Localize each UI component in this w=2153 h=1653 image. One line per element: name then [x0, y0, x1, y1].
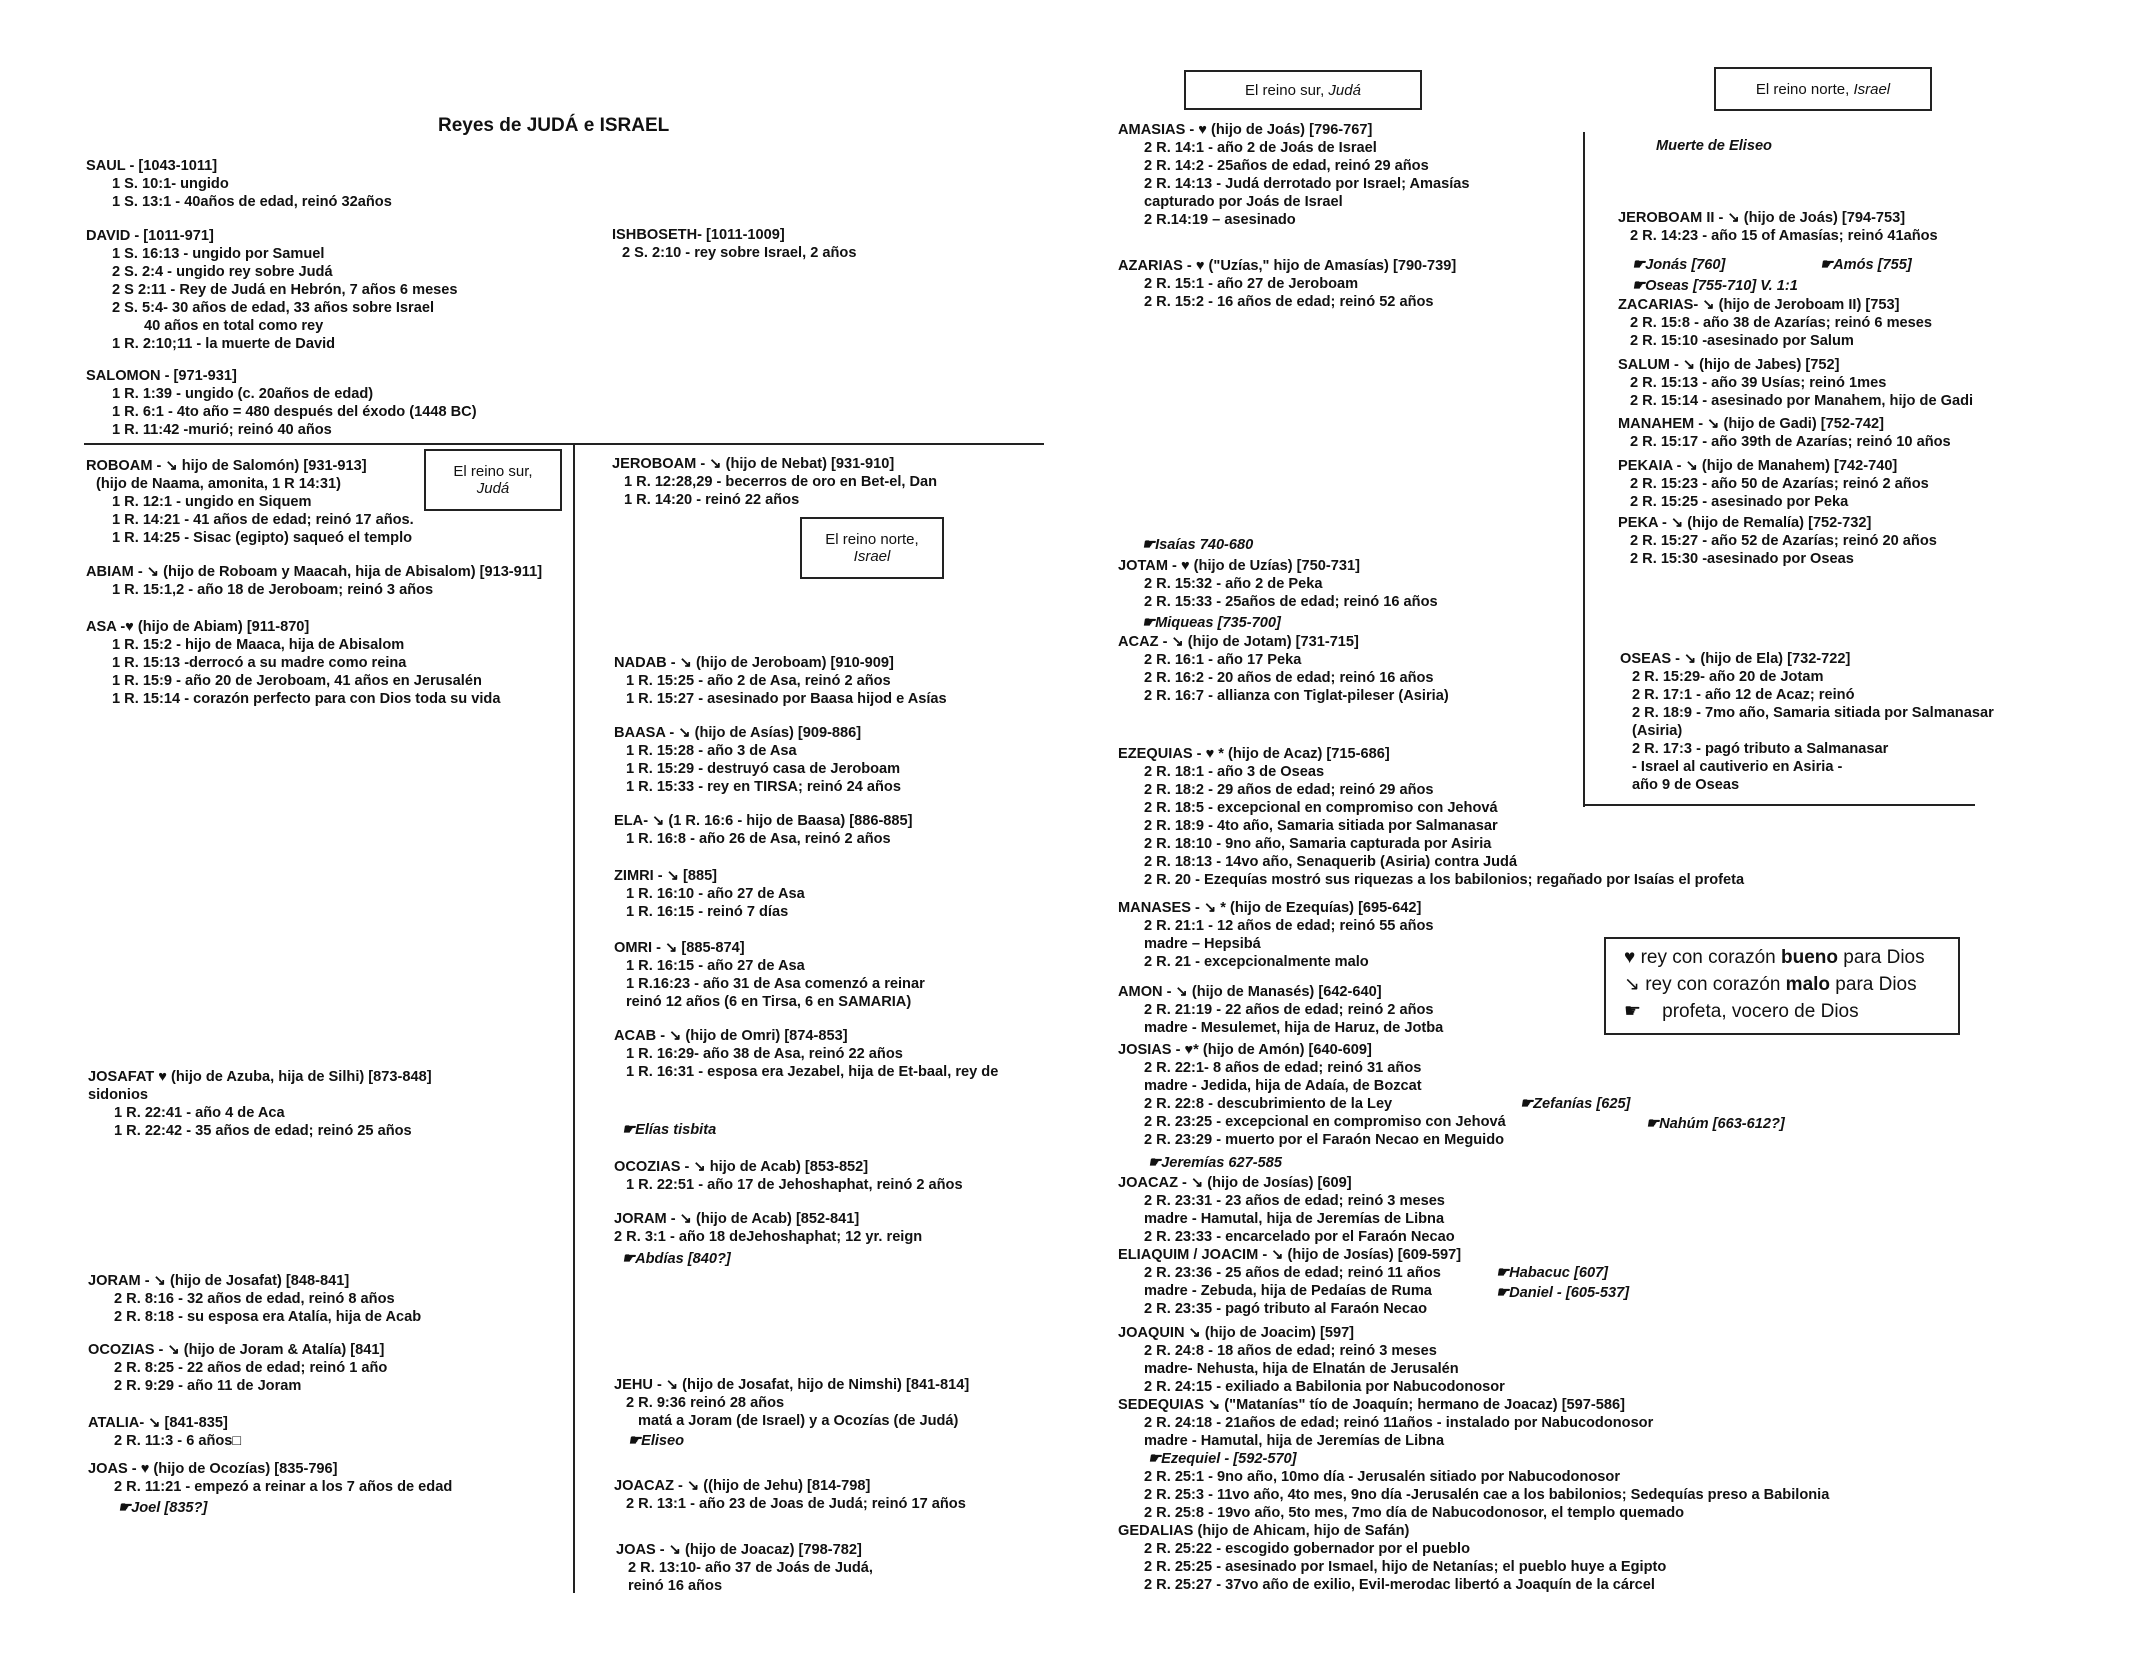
reference-line: 2 R. 15:29- año 20 de Jotam [1632, 669, 1824, 685]
king-entry-jeroboam [612, 455, 937, 509]
king-entry-jehu [614, 1376, 969, 1430]
reference-line: 1 R. 16:15 - reinó 7 días [626, 904, 789, 920]
south-kingdom-header-box [1184, 70, 1422, 110]
king-heading: JOAQUIN ↘ (hijo de Joacim) [597] [1118, 1325, 1355, 1341]
reference-line: 2 R. 14:23 - año 15 of Amasías; reinó 41años [1630, 228, 1938, 244]
legend-item-good [1624, 944, 1958, 971]
reference-line: 2 R. 11:21 - empezó a reinar a los 7 años de edad [114, 1479, 453, 1495]
king-heading: JOTAM - ♥ (hijo de Uzías) [750-731] [1118, 558, 1360, 574]
reference-line: matá a Joram (de Israel) y a Ocozías (de Judá) [638, 1413, 959, 1429]
king-heading: ZIMRI - ↘ [885] [614, 868, 718, 884]
reference-line: 2 R. 25:22 - escogido gobernador por el pueblo [1144, 1541, 1470, 1557]
reference-line: 2 R. 15:25 - asesinado por Peka [1630, 494, 1849, 510]
box-label: El reino norte, [825, 531, 919, 548]
reference-line: - Israel al cautiverio en Asiria - [1632, 759, 1843, 775]
king-entry-jotam [1118, 557, 1438, 611]
reference-line: sidonios [88, 1087, 148, 1103]
reference-line: madre – Hepsibá [1144, 936, 1261, 952]
king-heading: ACAB - ↘ (hijo de Omri) [874-853] [614, 1028, 848, 1044]
reference-line: 2 R. 25:8 - 19vo año, 5to mes, 7mo día de Nabucodonosor, el templo quemado [1144, 1505, 1685, 1521]
reference-line: 2 R. 18:2 - 29 años de edad; reinó 29 años [1144, 782, 1434, 798]
reference-line: 2 R.14:19 – asesinado [1144, 212, 1296, 228]
king-heading: ATALIA- ↘ [841-835] [88, 1415, 228, 1431]
king-entry-david [86, 227, 458, 353]
reference-line: 1 R. 15:27 - asesinado por Baasa hijod e Asías [626, 691, 947, 707]
king-heading: JEROBOAM II - ↘ (hijo de Joás) [794-753] [1618, 210, 1906, 226]
king-entry-amon [1118, 983, 1443, 1037]
reference-line: 2 R. 15:2 - 16 años de edad; reinó 52 años [1144, 294, 1434, 310]
king-heading: ABIAM - ↘ (hijo de Roboam y Maacah, hija de Abisalom) [913-911] [86, 564, 543, 580]
reference-line: 1 R. 15:13 -derrocó a su madre como reina [112, 655, 407, 671]
king-heading: AMON - ↘ (hijo de Manasés) [642-640] [1118, 984, 1382, 1000]
reference-line: 2 R. 25:25 - asesinado por Ismael, hijo de Netanías; el pueblo huye a Egipto [1144, 1559, 1667, 1575]
reference-line: 2 R. 15:30 -asesinado por Oseas [1630, 551, 1854, 567]
reference-line: 2 R. 24:15 - exiliado a Babilonia por Nabucodonosor [1144, 1379, 1505, 1395]
reference-line: 2 R. 3:1 - año 18 deJehoshaphat; 12 yr. reign [614, 1229, 923, 1245]
king-heading: JOAS - ♥ (hijo de Ocozías) [835-796] [88, 1461, 338, 1477]
reference-line: 2 S 2:11 - Rey de Judá en Hebrón, 7 años 6 meses [112, 282, 458, 298]
king-heading: JORAM - ↘ (hijo de Acab) [852-841] [614, 1211, 860, 1227]
entry-gedalias [1118, 1522, 1666, 1594]
king-heading: ELIAQUIM / JOACIM - ↘ (hijo de Josías) [609-597] [1118, 1247, 1462, 1263]
king-heading: SAUL - [1043-1011] [86, 158, 218, 174]
reference-line: 1 R. 6:1 - 4to año = 480 después del éxodo (1448 BC) [112, 404, 477, 420]
prophet-note-eliseo: ☛Eliseo [628, 1433, 685, 1449]
reference-line: 1 R. 16:15 - año 27 de Asa [626, 958, 805, 974]
reference-line: 1 R. 15:25 - año 2 de Asa, reinó 2 años [626, 673, 891, 689]
reference-line: 1 R. 15:29 - destruyó casa de Jeroboam [626, 761, 901, 777]
box-label: El reino sur, [1245, 81, 1329, 99]
prophet-note-amos: ☛Amós [755] [1820, 257, 1912, 273]
box-kingdom-name: Judá [476, 480, 510, 497]
legend-item-prophet [1624, 998, 1958, 1025]
reference-line: 2 R. 15:32 - año 2 de Peka [1144, 576, 1323, 592]
prophet-note-jonas: ☛Jonás [760] [1632, 257, 1726, 273]
reference-line: 2 R. 21:1 - 12 años de edad; reinó 55 años [1144, 918, 1434, 934]
reference-line: 2 R. 21 - excepcionalmente malo [1144, 954, 1369, 970]
king-entry-roboam [86, 457, 414, 547]
reference-line: 1 R. 12:1 - ungido en Siquem [112, 494, 312, 510]
reference-line: 1 R. 12:28,29 - becerros de oro en Bet-el, Dan [624, 474, 938, 490]
king-entry-peka [1618, 514, 1937, 568]
legend-keyword: bueno [1781, 947, 1839, 968]
exile-events [1118, 1468, 1829, 1522]
reference-line: 2 R. 17:3 - pagó tributo a Salmanasar [1632, 741, 1889, 757]
king-entry-ocozias-juda [88, 1341, 387, 1395]
king-heading: OMRI - ↘ [885-874] [614, 940, 745, 956]
reference-line: 2 S. 5:4- 30 años de edad, 33 años sobre Israel [112, 300, 435, 316]
king-heading: EZEQUIAS - ♥ * (hijo de Acaz) [715-686] [1118, 746, 1390, 762]
king-entry-josias [1118, 1041, 1506, 1149]
box-kingdom-name: Judá [1328, 81, 1361, 99]
king-entry-pekaia [1618, 457, 1929, 511]
king-heading: OCOZIAS - ↘ hijo de Acab) [853-852] [614, 1159, 869, 1175]
king-heading: JOAS - ↘ (hijo de Joacaz) [798-782] [616, 1542, 862, 1558]
legend-text: para Dios [1838, 947, 1925, 968]
reference-line: 1 S. 10:1- ungido [112, 176, 229, 192]
reference-line: madre- Nehusta, hija de Elnatán de Jerusalén [1144, 1361, 1459, 1377]
king-heading: ASA -♥ (hijo de Abiam) [911-870] [86, 619, 310, 635]
legend-text: rey con corazón [1640, 947, 1782, 968]
reference-line: 1 R. 16:8 - año 26 de Asa, reinó 2 años [626, 831, 891, 847]
reference-line: 2 R. 13:10- año 37 de Joás de Judá, [628, 1560, 873, 1576]
pointing-hand-icon: ☛ [1624, 1001, 1642, 1022]
king-heading: JOSAFAT ♥ (hijo de Azuba, hija de Silhi) [873-848] [88, 1069, 432, 1085]
king-entry-ishboseth [612, 226, 856, 262]
reference-line: 2 R. 15:23 - año 50 de Azarías; reinó 2 años [1630, 476, 1929, 492]
prophet-note-joel: ☛Joel [835?] [118, 1500, 208, 1516]
reference-line: (Asiria) [1632, 723, 1683, 739]
king-entry-joram-israel [614, 1210, 922, 1246]
legend-text: profeta, vocero de Dios [1646, 1001, 1859, 1022]
legend-item-bad [1624, 971, 1958, 998]
reference-line: 2 R. 15:17 - año 39th de Azarías; reinó 10 años [1630, 434, 1951, 450]
reference-line: año 9 de Oseas [1632, 777, 1740, 793]
king-entry-asa [86, 618, 500, 708]
north-kingdom-header-box [1714, 67, 1932, 111]
king-entry-ela [614, 812, 913, 848]
reference-line: 2 R. 8:25 - 22 años de edad; reinó 1 año [114, 1360, 388, 1376]
prophet-note-ezequiel: ☛Ezequiel - [592-570] [1148, 1451, 1297, 1467]
divider-vertical [573, 443, 575, 1593]
prophet-note-jeremias: ☛Jeremías 627-585 [1148, 1155, 1282, 1171]
reference-line: madre - Mesulemet, hija de Haruz, de Jotba [1144, 1020, 1444, 1036]
reference-line: 1 R. 14:21 - 41 años de edad; reinó 17 años. [112, 512, 414, 528]
king-entry-zacarias [1618, 296, 1932, 350]
box-kingdom-name: Israel [853, 548, 891, 565]
reference-line: 1 S. 13:1 - 40años de edad, reinó 32años [112, 194, 392, 210]
king-entry-joram-juda [88, 1272, 421, 1326]
reference-line: 2 R. 22:8 - descubrimiento de la Ley [1144, 1096, 1393, 1112]
reference-line: 2 R. 15:14 - asesinado por Manahem, hijo de Gadi [1630, 393, 1974, 409]
king-entry-azarias [1118, 257, 1456, 311]
king-heading: PEKA - ↘ (hijo de Remalía) [752-732] [1618, 515, 1872, 531]
king-heading: JOSIAS - ♥* (hijo de Amón) [640-609] [1118, 1042, 1372, 1058]
king-heading: SALOMON - [971-931] [86, 368, 237, 384]
king-entry-salomon [86, 367, 477, 439]
reference-line: 1 R. 15:33 - rey en TIRSA; reinó 24 años [626, 779, 901, 795]
reference-line: 2 R. 16:2 - 20 años de edad; reinó 16 años [1144, 670, 1434, 686]
reference-line: 2 R. 18:9 - 7mo año, Samaria sitiada por Salmanasar [1632, 705, 1994, 721]
reference-line: 1 R. 15:28 - año 3 de Asa [626, 743, 797, 759]
reference-line: 2 R. 25:1 - 9no año, 10mo día - Jerusalén sitiado por Nabucodonosor [1144, 1469, 1621, 1485]
reference-line: 2 R. 23:36 - 25 años de edad; reinó 11 años [1144, 1265, 1441, 1281]
king-heading: JOACAZ - ↘ (hijo de Josías) [609] [1118, 1175, 1352, 1191]
king-entry-zimri [614, 867, 805, 921]
reference-line: 2 R. 25:27 - 37vo año de exilio, Evil-merodac libertó a Joaquín de la cárcel [1144, 1577, 1655, 1593]
prophet-note-zefanias: ☛Zefanías [625] [1520, 1096, 1631, 1112]
reference-line: 2 R. 9:29 - año 11 de Joram [114, 1378, 302, 1394]
reference-line: 1 R. 14:20 - reinó 22 años [624, 492, 800, 508]
reference-line: 2 R. 14:1 - año 2 de Joás de Israel [1144, 140, 1377, 156]
king-heading: PEKAIA - ↘ (hijo de Manahem) [742-740] [1618, 458, 1898, 474]
king-entry-acab [614, 1027, 998, 1081]
reference-line: madre - Jedida, hija de Adaía, de Bozcat [1144, 1078, 1422, 1094]
reference-line: 2 R. 9:36 reinó 28 años [626, 1395, 785, 1411]
reference-line: madre - Hamutal, hija de Jeremías de Libna [1144, 1433, 1445, 1449]
king-entry-baasa [614, 724, 901, 796]
reference-line: 2 R. 16:1 - año 17 Peka [1144, 652, 1302, 668]
reference-line: 2 R. 20 - Ezequías mostró sus riquezas a los babilonios; regañado por Isaías el profeta [1144, 872, 1745, 888]
legend-text: para Dios [1830, 974, 1917, 995]
reference-line: 2 R. 8:18 - su esposa era Atalía, hija de Acab [114, 1309, 422, 1325]
reference-line: 1 R. 15:1,2 - año 18 de Jeroboam; reinó 3 años [112, 582, 434, 598]
page-title: Reyes de JUDÁ e ISRAEL [438, 115, 670, 136]
reference-line: 2 S. 2:10 - rey sobre Israel, 2 años [622, 245, 857, 261]
king-heading: ZACARIAS- ↘ (hijo de Jeroboam II) [753] [1618, 297, 1900, 313]
king-entry-joas-israel [616, 1541, 873, 1595]
prophet-note-elias: ☛Elías tisbita [622, 1122, 717, 1138]
king-entry-jeroboam-ii [1618, 209, 1938, 245]
reference-line: 2 R. 15:8 - año 38 de Azarías; reinó 6 meses [1630, 315, 1933, 331]
reference-line: capturado por Joás de Israel [1144, 194, 1343, 210]
reference-line: 2 R. 23:29 - muerto por el Faraón Necao en Meguido [1144, 1132, 1505, 1148]
king-entry-salum [1618, 356, 1973, 410]
reference-line: 2 R. 17:1 - año 12 de Acaz; reinó [1632, 687, 1855, 703]
king-entry-joacaz-israel [614, 1477, 966, 1513]
reference-line: 1 R. 22:41 - año 4 de Aca [114, 1105, 285, 1121]
reference-line: reinó 16 años [628, 1578, 723, 1594]
king-heading: JOACAZ - ↘ ((hijo de Jehu) [814-798] [614, 1478, 871, 1494]
king-heading: GEDALIAS (hijo de Ahicam, hijo de Safán) [1118, 1523, 1410, 1539]
king-heading: BAASA - ↘ (hijo de Asías) [909-886] [614, 725, 862, 741]
reference-line: 40 años en total como rey [144, 318, 324, 334]
king-heading: OCOZIAS - ↘ (hijo de Joram & Atalía) [841] [88, 1342, 385, 1358]
king-heading: JEROBOAM - ↘ (hijo de Nebat) [931-910] [612, 456, 895, 472]
king-heading: ISHBOSETH- [1011-1009] [612, 227, 785, 243]
arrow-down-right-icon: ↘ [1624, 974, 1640, 995]
reference-line: 2 R. 23:33 - encarcelado por el Faraón Necao [1144, 1229, 1455, 1245]
reference-line: 2 R. 11:3 - 6 años□ [114, 1433, 242, 1449]
reference-line: 1 R. 1:39 - ungido (c. 20años de edad) [112, 386, 374, 402]
reference-line: 2 R. 21:19 - 22 años de edad; reinó 2 años [1144, 1002, 1434, 1018]
legend-text: rey con corazón [1645, 974, 1786, 995]
king-heading: JEHU - ↘ (hijo de Josafat, hijo de Nimshi) [841-814] [614, 1377, 970, 1393]
legend-keyword: malo [1785, 974, 1831, 995]
prophet-note-abdias: ☛Abdías [840?] [622, 1251, 731, 1267]
king-entry-joaquin [1118, 1324, 1505, 1396]
box-label: El reino sur, [453, 463, 533, 480]
divider-vertical-right [1583, 132, 1585, 807]
reference-line: 1 R. 15:2 - hijo de Maaca, hija de Abisalom [112, 637, 405, 653]
reference-line: 2 R. 15:10 -asesinado por Salum [1630, 333, 1854, 349]
king-entry-nadab [614, 654, 947, 708]
reference-line: reinó 12 años (6 en Tirsa, 6 en SAMARIA) [626, 994, 912, 1010]
king-heading: ELA- ↘ (1 R. 16:6 - hijo de Baasa) [886-885] [614, 813, 913, 829]
king-entry-manases [1118, 899, 1434, 971]
king-entry-ocozias-israel [614, 1158, 963, 1194]
north-kingdom-side-box [800, 517, 944, 579]
prophet-note-daniel: ☛Daniel - [605-537] [1496, 1285, 1630, 1301]
reference-line: (hijo de Naama, amonita, 1 R 14:31) [96, 476, 341, 492]
reference-line: 2 R. 18:9 - 4to año, Samaria sitiada por Salmanasar [1144, 818, 1498, 834]
king-heading: MANAHEM - ↘ (hijo de Gadi) [752-742] [1618, 416, 1885, 432]
reference-line: 2 R. 13:1 - año 23 de Joas de Judá; reinó 17 años [626, 1496, 966, 1512]
reference-line: 2 R. 25:3 - 11vo año, 4to mes, 9no día -Jerusalén cae a los babilonios; Sedequías preso a Babilonia [1144, 1487, 1830, 1503]
legend-box [1604, 937, 1960, 1035]
prophet-note-nahum: ☛Nahúm [663-612?] [1646, 1116, 1785, 1132]
king-heading: DAVID - [1011-971] [86, 228, 214, 244]
reference-line: 2 R. 18:13 - 14vo año, Senaquerib (Asiria) contra Judá [1144, 854, 1518, 870]
king-entry-manahem [1618, 415, 1951, 451]
reference-line: 1 R. 2:10;11 - la muerte de David [112, 336, 336, 352]
reference-line: 1 R. 22:51 - año 17 de Jehoshaphat, reinó 2 años [626, 1177, 963, 1193]
reference-line: 2 R. 23:35 - pagó tributo al Faraón Necao [1144, 1301, 1428, 1317]
reference-line: 2 R. 14:2 - 25años de edad, reinó 29 años [1144, 158, 1429, 174]
king-entry-sedequias [1118, 1396, 1653, 1450]
heart-icon: ♥ [1624, 947, 1636, 968]
reference-line: 2 R. 18:10 - 9no año, Samaria capturada por Asiria [1144, 836, 1492, 852]
reference-line: madre - Hamutal, hija de Jeremías de Libna [1144, 1211, 1445, 1227]
reference-line: 2 S. 2:4 - ungido rey sobre Judá [112, 264, 333, 280]
king-entry-joacaz-juda [1118, 1174, 1455, 1246]
king-heading: MANASES - ↘ * (hijo de Ezequías) [695-642] [1118, 900, 1422, 916]
south-kingdom-side-box [424, 449, 562, 511]
king-entry-saul [86, 157, 392, 211]
king-heading: AMASIAS - ♥ (hijo de Joás) [796-767] [1118, 122, 1373, 138]
reference-line: 1 R.16:23 - año 31 de Asa comenzó a reinar [626, 976, 925, 992]
king-entry-josafat [88, 1068, 432, 1140]
king-heading: NADAB - ↘ (hijo de Jeroboam) [910-909] [614, 655, 894, 671]
reference-line: 2 R. 18:5 - excepcional en compromiso con Jehová [1144, 800, 1498, 816]
box-label: El reino norte, [1755, 80, 1854, 98]
reference-line: 2 R. 24:18 - 21años de edad; reinó 11años - instalado por Nabucodonosor [1144, 1415, 1654, 1431]
king-heading: JORAM - ↘ (hijo de Josafat) [848-841] [88, 1273, 350, 1289]
reference-line: 1 R. 15:14 - corazón perfecto para con Dios toda su vida [112, 691, 501, 707]
prophet-note-habacuc: ☛Habacuc [607] [1496, 1265, 1609, 1281]
reference-line: 2 R. 15:33 - 25años de edad; reinó 16 años [1144, 594, 1438, 610]
reference-line: 1 R. 16:10 - año 27 de Asa [626, 886, 805, 902]
reference-line: 2 R. 14:13 - Judá derrotado por Israel; Amasías [1144, 176, 1470, 192]
king-entry-joas-juda [88, 1460, 452, 1496]
king-entry-abiam [86, 563, 542, 599]
reference-line: 2 R. 18:1 - año 3 de Oseas [1144, 764, 1325, 780]
king-heading: AZARIAS - ♥ ("Uzías," hijo de Amasías) [790-739] [1118, 258, 1457, 274]
reference-line: 2 R. 15:27 - año 52 de Azarías; reinó 20 años [1630, 533, 1937, 549]
king-heading: SALUM - ↘ (hijo de Jabes) [752] [1618, 357, 1840, 373]
reference-line: 1 R. 14:25 - Sisac (egipto) saqueó el templo [112, 530, 413, 546]
divider-horizontal [84, 443, 1044, 445]
prophet-note-oseas: ☛Oseas [755-710] V. 1:1 [1632, 278, 1798, 294]
reference-line: 1 R. 11:42 -murió; reinó 40 años [112, 422, 332, 438]
king-heading: SEDEQUIAS ↘ ("Matanías" tío de Joaquín; hermano de Joacaz) [597-586] [1118, 1397, 1625, 1413]
king-heading: OSEAS - ↘ (hijo de Ela) [732-722] [1620, 651, 1851, 667]
reference-line: 1 R. 22:42 - 35 años de edad; reinó 25 años [114, 1123, 412, 1139]
reference-line: 2 R. 22:1- 8 años de edad; reinó 31 años [1144, 1060, 1422, 1076]
reference-line: 2 R. 24:8 - 18 años de edad; reinó 3 meses [1144, 1343, 1437, 1359]
reference-line: 1 R. 16:29- año 38 de Asa, reinó 22 años [626, 1046, 903, 1062]
king-entry-eliaquim [1118, 1246, 1461, 1318]
king-entry-acaz [1118, 633, 1449, 705]
reference-line: 1 R. 16:31 - esposa era Jezabel, hija de Et-baal, rey de [626, 1064, 999, 1080]
prophet-note-isaias: ☛Isaías 740-680 [1142, 537, 1254, 553]
reference-line: 2 R. 15:13 - año 39 Usías; reinó 1mes [1630, 375, 1887, 391]
king-heading: ROBOAM - ↘ hijo de Salomón) [931-913] [86, 458, 367, 474]
reference-line: 2 R. 15:1 - año 27 de Jeroboam [1144, 276, 1359, 292]
box-kingdom-name: Israel [1853, 80, 1891, 98]
reference-line: 2 R. 23:31 - 23 años de edad; reinó 3 meses [1144, 1193, 1445, 1209]
king-entry-amasias [1118, 121, 1470, 229]
note-eliseo-death: Muerte de Eliseo [1656, 138, 1772, 154]
reference-line: 2 R. 8:16 - 32 años de edad, reinó 8 años [114, 1291, 395, 1307]
prophet-note-miqueas: ☛Miqueas [735-700] [1142, 615, 1281, 631]
king-entry-omri [614, 939, 925, 1011]
king-heading: ACAZ - ↘ (hijo de Jotam) [731-715] [1118, 634, 1359, 650]
reference-line: 2 R. 16:7 - allianza con Tiglat-pileser (Asiria) [1144, 688, 1449, 704]
reference-line: 2 R. 23:25 - excepcional en compromiso con Jehová [1144, 1114, 1506, 1130]
reference-line: 1 R. 15:9 - año 20 de Jeroboam, 41 años en Jerusalén [112, 673, 482, 689]
king-entry-atalia [88, 1414, 241, 1450]
reference-line: 1 S. 16:13 - ungido por Samuel [112, 246, 325, 262]
reference-line: madre - Zebuda, hija de Pedaías de Ruma [1144, 1283, 1432, 1299]
king-entry-oseas [1620, 650, 1994, 794]
